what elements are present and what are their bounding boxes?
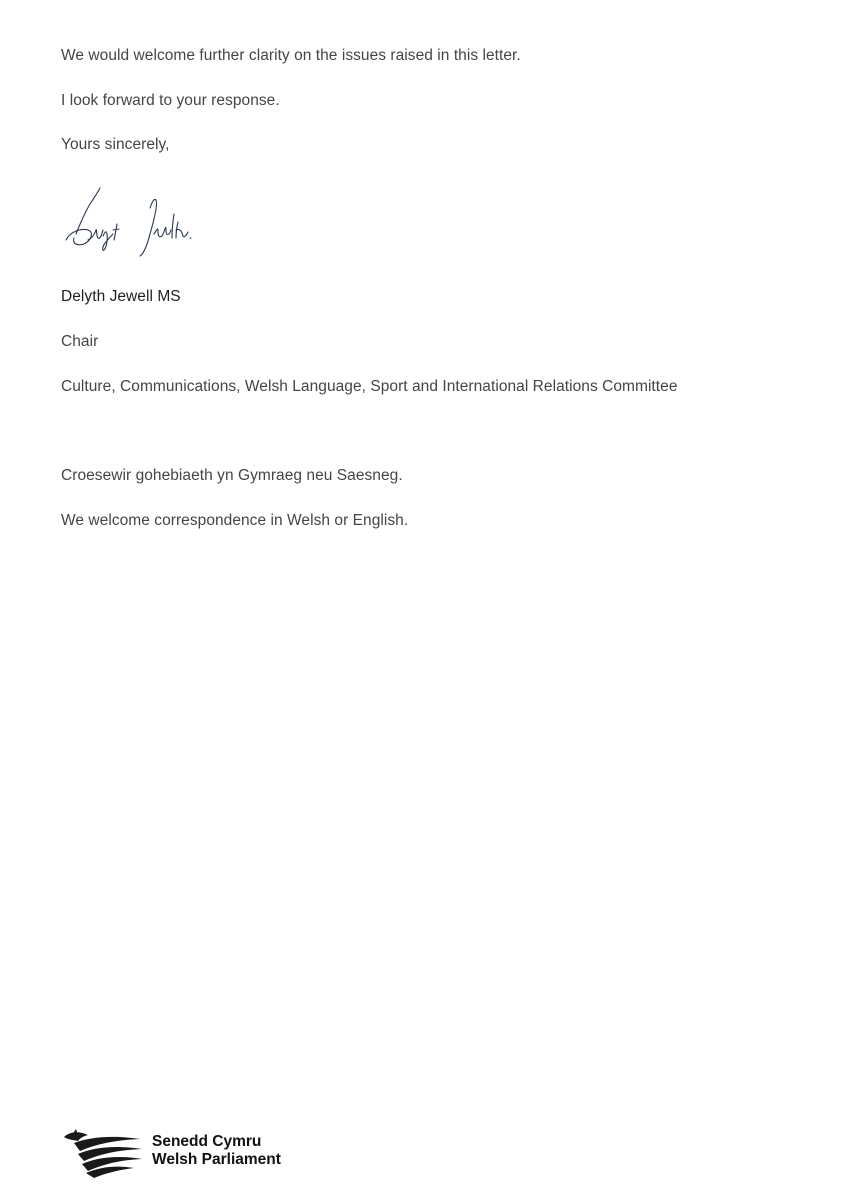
look-forward-text: I look forward to your response. [61,92,280,109]
senedd-dragon-icon [60,1127,145,1179]
logo-line-english: Welsh Parliament [152,1151,281,1168]
senedd-logo-text [152,1133,281,1169]
senedd-logo [60,1127,350,1179]
role-text: Chair [61,333,99,350]
sign-off-text: Yours sincerely, [61,136,170,153]
signatory-name: Delyth Jewell MS [61,288,181,305]
handwritten-signature [62,178,197,263]
closing-request-text: We would welcome further clarity on the issues raised in this letter. [61,47,521,64]
correspondence-welsh-text: Croesewir gohebiaeth yn Gymraeg neu Saesneg. [61,467,403,484]
committee-text: Culture, Communications, Welsh Language, Sport and International Relations Committee [61,378,678,395]
correspondence-english-text: We welcome correspondence in Welsh or English. [61,512,409,529]
logo-line-welsh: Senedd Cymru [152,1133,262,1150]
